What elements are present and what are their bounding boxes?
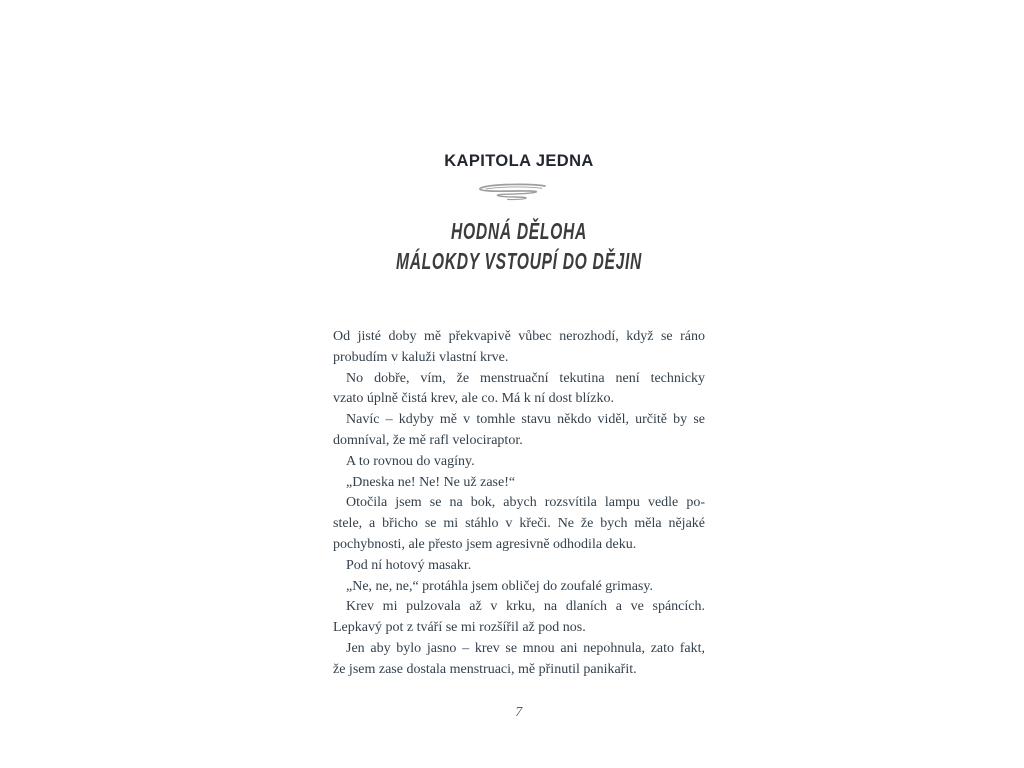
chapter-title-line-2: MÁLOKDY VSTOUPÍ DO DĚJIN (395, 248, 643, 274)
text-line: Pod ní hotový masakr. (346, 557, 472, 573)
chapter-ornament (333, 182, 705, 204)
text-line: Otočila jsem se na bok, abych rozsvítila lampu vedle po- (346, 495, 705, 511)
chapter-title (333, 216, 705, 276)
text-line: „Dneska ne! Ne! Ne už zase!“ (346, 474, 516, 490)
text-line: „Ne, ne, ne,“ protáhla jsem obličej do zoufalé grimasy. (346, 578, 653, 594)
text-line: stele, a břicho se mi stáhlo v křeči. Ne že bych měla nějaké (333, 516, 705, 532)
body-text-block (333, 327, 705, 681)
text-line: že jsem zase dostala menstruaci, mě přinutil panikařit. (333, 661, 637, 677)
text-line: Krev mi pulzovala až v krku, na dlaních a ve spáncích. (346, 599, 705, 615)
text-line: Jen aby bylo jasno – krev se mnou ani nepohnula, zato fakt, (346, 640, 705, 656)
text-line: Lepkavý pot z tváří se mi rozšířil až pod nos. (333, 620, 586, 636)
text-line: pochybnosti, ale přesto jsem agresivně odhodila deku. (333, 536, 637, 552)
text-line: A to rovnou do vagíny. (346, 453, 475, 469)
chapter-title-line-1: HODNÁ DĚLOHA (451, 218, 587, 244)
text-line: Od jisté doby mě překvapivě vůbec nerozhodí, když se ráno (333, 329, 705, 344)
text-line: probudím v kaluži vlastní krve. (333, 349, 509, 365)
text-line: No dobře, vím, že menstruační tekutina není technicky (346, 370, 705, 386)
text-line: domníval, že mě rafl velociraptor. (333, 432, 523, 448)
text-line: vzato úplně čistá krev, ale co. Má k ní dost blízko. (333, 391, 614, 407)
scribble-swirl-icon (481, 182, 557, 199)
page-number: 7 (515, 705, 523, 720)
text-line: Navíc – kdyby mě v tomhle stavu někdo viděl, určitě by se (346, 412, 705, 428)
chapter-heading: KAPITOLA JEDNA (444, 152, 594, 170)
